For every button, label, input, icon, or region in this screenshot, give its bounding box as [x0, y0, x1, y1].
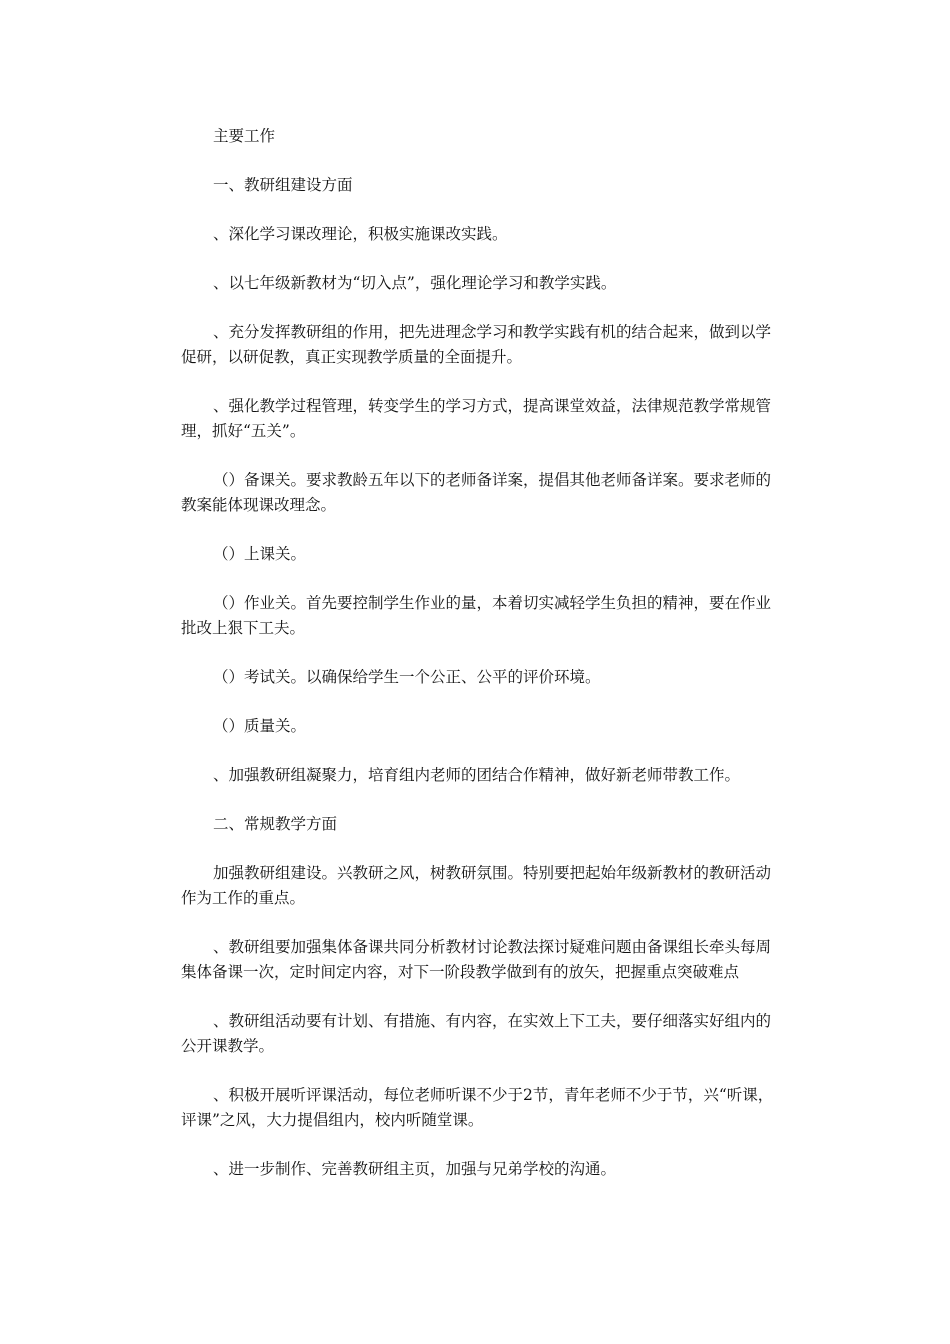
paragraph: （）考试关。以确保给学生一个公正、公平的评价环境。: [213, 668, 601, 686]
paragraph: 、充分发挥教研组的作用，把先进理念学习和教学实践有机的结合起来，做到以学促研，以研促教，真正实现教学质量的全面提升。: [181, 323, 772, 366]
paragraph: （）作业关。首先要控制学生作业的量，本着切实减轻学生负担的精神，要在作业批改上狠下工夫。: [181, 594, 772, 637]
section-heading-1: 一、教研组建设方面: [213, 176, 353, 194]
paragraph: 、强化教学过程管理，转变学生的学习方式，提高课堂效益，法律规范教学常规管理，抓好“五关”。: [181, 397, 772, 440]
paragraph: 、教研组要加强集体备课共同分析教材讨论教法探讨疑难问题由备课组长牵头每周集体备课一次，定时间定内容，对下一阶段教学做到有的放矢，把握重点突破难点: [181, 938, 772, 981]
section-title: 主要工作: [213, 127, 276, 145]
paragraph: 、教研组活动要有计划、有措施、有内容，在实效上下工夫，要仔细落实好组内的公开课教学。: [181, 1012, 772, 1055]
paragraph: 加强教研组建设。兴教研之风，树教研氛围。特别要把起始年级新教材的教研活动作为工作的重点。: [181, 864, 772, 907]
paragraph: 、深化学习课改理论，积极实施课改实践。: [213, 225, 508, 243]
paragraph: 、以七年级新教材为“切入点”，强化理论学习和教学实践。: [213, 274, 617, 292]
paragraph: 、加强教研组凝聚力，培育组内老师的团结合作精神，做好新老师带教工作。: [213, 766, 741, 784]
paragraph: 、积极开展听评课活动，每位老师听课不少于2节，青年老师不少于节，兴“听课，评课”之风，大力提倡组内，校内听随堂课。: [181, 1086, 774, 1129]
paragraph: （）质量关。: [213, 717, 307, 735]
paragraph: 、进一步制作、完善教研组主页，加强与兄弟学校的沟通。: [213, 1160, 617, 1178]
section-heading-2: 二、常规教学方面: [213, 815, 338, 833]
paragraph: （）上课关。: [213, 545, 307, 563]
document-body: [181, 124, 781, 1206]
paragraph: （）备课关。要求教龄五年以下的老师备详案，提倡其他老师备详案。要求老师的教案能体现课改理念。: [181, 471, 772, 514]
